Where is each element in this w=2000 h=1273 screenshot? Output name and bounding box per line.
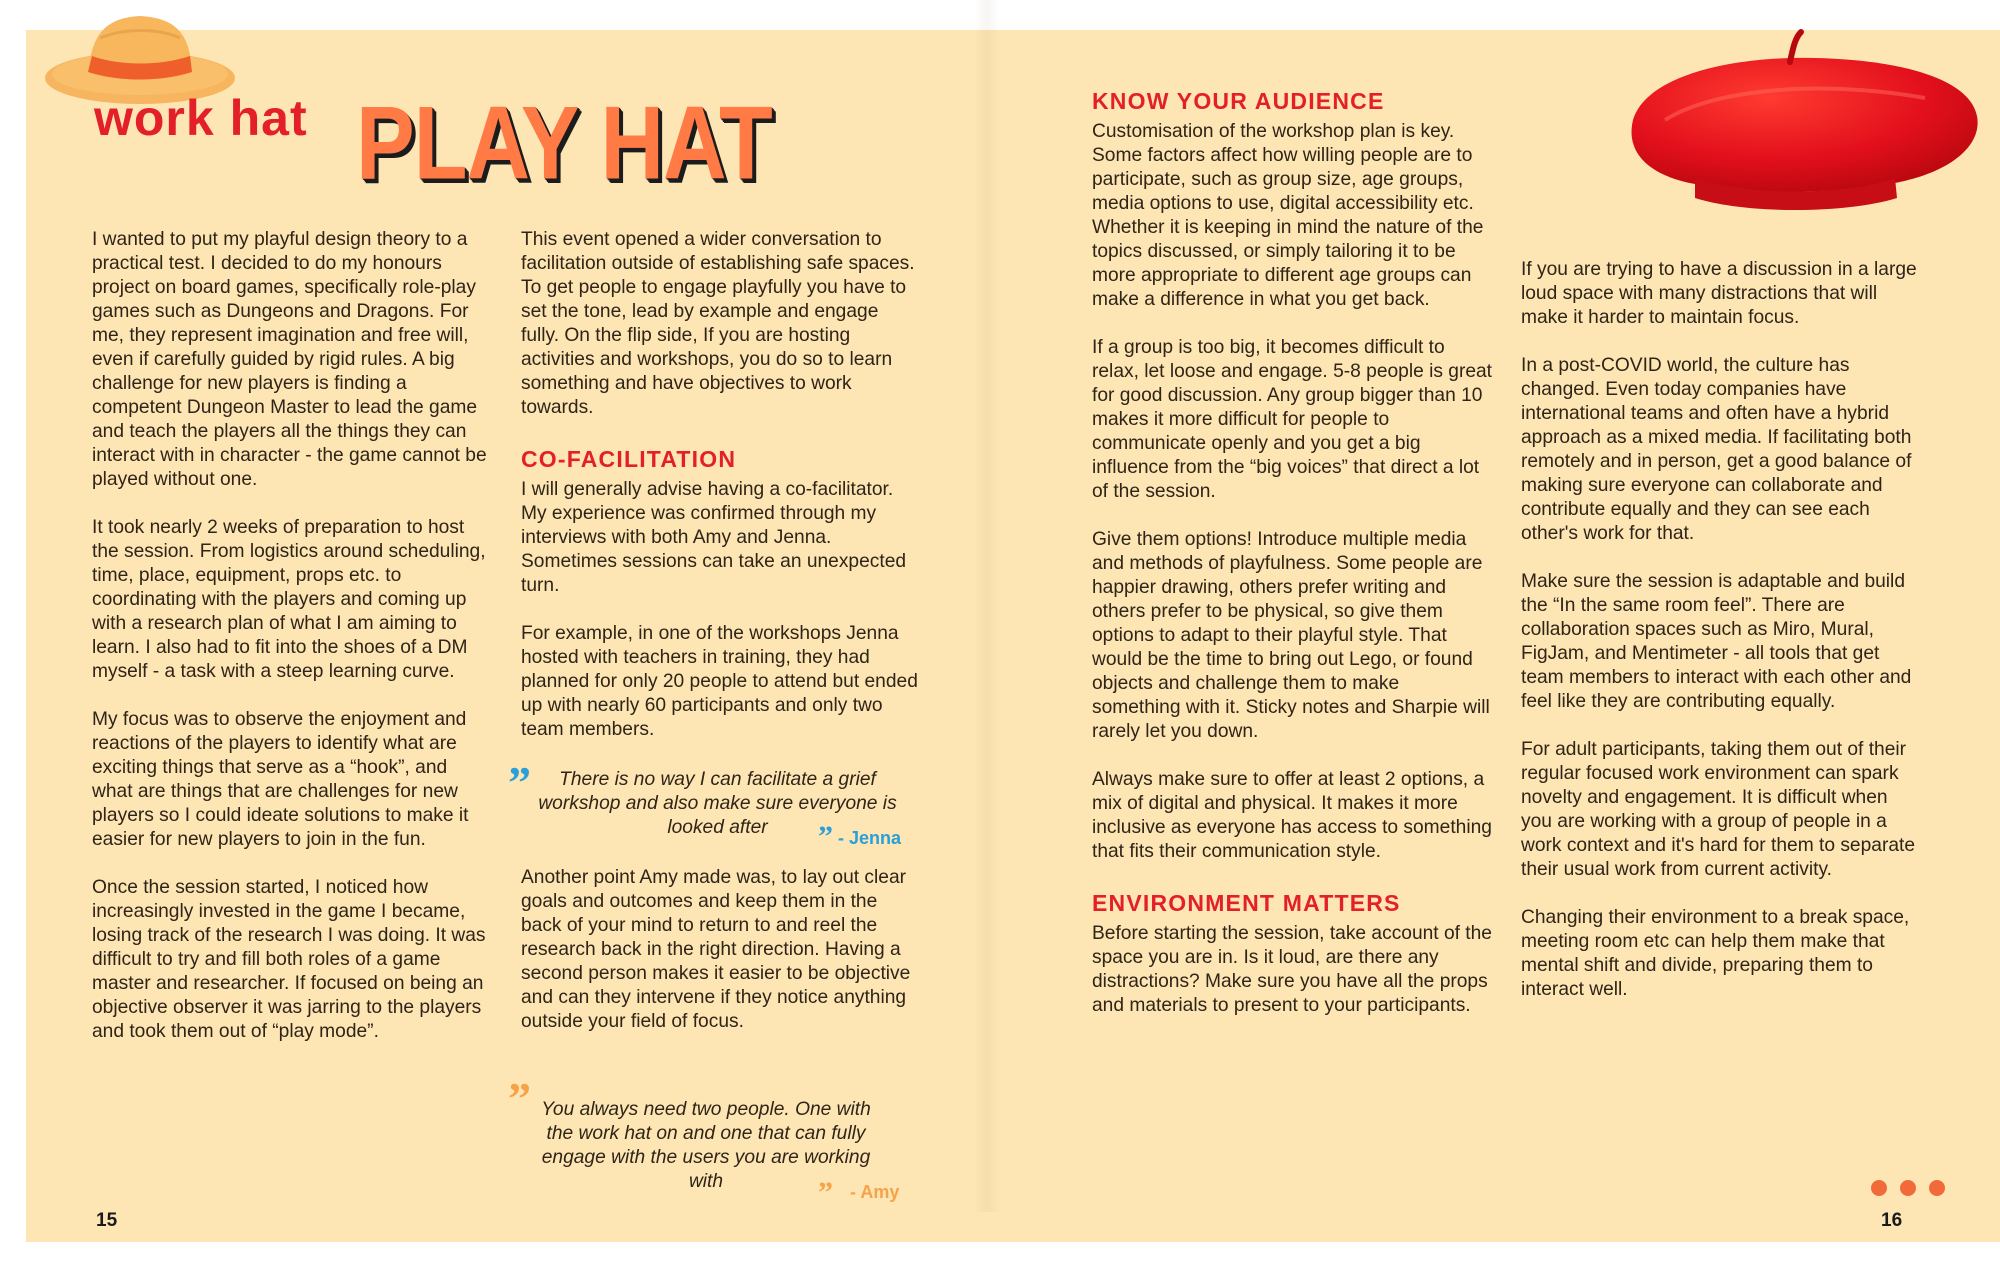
paragraph: This event opened a wider conversation to facilitation outside of establishing safe spaces. To get people to engage playfully you have to set the tone, lead by example and engage fully. On the flip side, If you are hosting activities and workshops, you do so to learn something and have objectives to work towards.	[521, 229, 915, 418]
title-work-hat: work hat	[94, 90, 308, 146]
dot	[1871, 1180, 1887, 1196]
dots-icon	[1871, 1180, 1958, 1201]
paragraph: For example, in one of the workshops Jenna hosted with teachers in training, they had planned for only 20 people to attend but ended up with nearly 60 participants and only two team members.	[521, 623, 918, 740]
paragraph: Another point Amy made was, to lay out clear goals and outcomes and keep them in the back of your mind to return to and reel the research back in the right direction. Having a second person makes it easier to be objective and can they intervene if they notice anything outside your field of focus.	[521, 867, 911, 1032]
dot	[1900, 1180, 1916, 1196]
paragraph: Always make sure to offer at least 2 options, a mix of digital and physical. It makes it more inclusive as everyone has access to something that fits their communication style.	[1092, 769, 1492, 862]
page-gutter	[974, 0, 1000, 1212]
paragraph: Make sure the session is adaptable and build the “In the same room feel”. There are collaboration spaces such as Miro, Mural, FigJam, and Mentimeter - all tools that get team members to interact with each other and feel like they are contributing equally.	[1521, 571, 1912, 712]
paragraph: Customisation of the workshop plan is key. Some factors affect how willing people are to participate, such as group size, age groups, media options to use, digital accessibility etc. Whether it is keeping in mind the nature of the topics discussed, or simply tailoring it to be more appropriate to different age groups can make a difference in what you get back.	[1092, 121, 1484, 310]
right-column-1	[1092, 86, 1492, 1018]
dot	[1929, 1180, 1945, 1196]
paragraph: If a group is too big, it becomes difficult to relax, let loose and engage. 5-8 people is great for good discussion. Any group bigger than 10 makes it more difficult for people to communicate openly and you get a big influence from the “big voices” that direct a lot of the session.	[1092, 337, 1493, 502]
title-play-hat: PLAY HAT	[356, 83, 772, 201]
quote-author-amy: - Amy	[850, 1182, 900, 1202]
quote-mark-icon: ”	[818, 1176, 833, 1209]
paragraph: For adult participants, taking them out of their regular focused work environment can spark novelty and engagement. It is difficult when you are working with a group of people in a work context and it's hard for them to separate their usual work from current activity.	[1521, 739, 1916, 880]
left-column-1	[92, 228, 492, 1044]
paragraph: Changing their environment to a break space, meeting room etc can help them make that mental shift and divide, preparing them to interact well.	[1521, 907, 1910, 1000]
paragraph: If you are trying to have a discussion in a large loud space with many distractions that will make it harder to maintain focus.	[1521, 259, 1917, 328]
paragraph: In a post-COVID world, the culture has changed. Even today companies have international teams and often have a hybrid approach as a mixed media. If facilitating both remotely and in person, get a good balance of making sure everyone can collaborate and contribute equally and they can see each other's work for that.	[1521, 355, 1912, 544]
paragraph: It took nearly 2 weeks of preparation to host the session. From logistics around scheduling, time, place, equipment, props etc. to coordinating with the players and coming up with a research plan of what I am aiming to learn. I also had to fit into the shoes of a DM myself - a task with a steep learning curve.	[92, 517, 486, 682]
paragraph: My focus was to observe the enjoyment and reactions of the players to identify what are exciting things that serve as a “hook”, and what are things that are challenges for new players so I could ideate solutions to make it easier for new players to join in the fun.	[92, 709, 469, 850]
page-number-left: 15	[96, 1210, 118, 1231]
quote-mark-icon: ”	[508, 1073, 531, 1124]
right-column-2	[1521, 258, 1921, 1002]
quote-amy: You always need two people. One with the work hat on and one that can fully engage with the users you are working with	[541, 1099, 871, 1192]
left-column-2-continued	[521, 866, 921, 1034]
quote-mark-icon: ”	[818, 820, 833, 853]
paragraph: I will generally advise having a co-facilitator. My experience was confirmed through my interviews with both Amy and Jenna. Sometimes sessions can take an unexpected turn.	[521, 479, 907, 596]
paragraph: Give them options! Introduce multiple media and methods of playfulness. Some people are happier drawing, others prefer writing and others prefer to be physical, so give them options to adapt to their playful style. That would be the time to bring out Lego, or found objects and challenge them to make something with it. Sticky notes and Sharpie will rarely let you down.	[1092, 529, 1490, 742]
section-heading-environment-matters: ENVIRONMENT MATTERS	[1092, 890, 1401, 916]
beret-icon	[1625, 28, 1985, 218]
paragraph: I wanted to put my playful design theory to a practical test. I decided to do my honours project on board games, specifically role-play games such as Dungeons and Dragons. For me, they represent imagination and free will, even if carefully guided by rigid rules. A big challenge for new players is finding a competent Dungeon Master to lead the game and teach the players all the things they can interact with in character - the game cannot be played without one.	[92, 229, 487, 490]
page-number-right: 16	[1881, 1210, 1903, 1231]
paragraph: Before starting the session, take account of the space you are in. Is it loud, are there any distractions? Make sure you have all the props and materials to present to your participants.	[1092, 923, 1492, 1016]
section-heading-know-your-audience: KNOW YOUR AUDIENCE	[1092, 88, 1385, 114]
quote-jenna: There is no way I can facilitate a grief workshop and also make sure everyone is looked after	[538, 769, 897, 838]
quote-mark-icon: ”	[508, 757, 531, 808]
section-heading-cofacilitation: CO-FACILITATION	[521, 446, 737, 472]
quote-author-jenna: - Jenna	[838, 828, 902, 848]
paragraph: Once the session started, I noticed how increasingly invested in the game I became, losing track of the research I was doing. It was difficult to try and fill both roles of a game master and researcher. If focused on being an objective observer it was jarring to the players and took them out of “play mode”.	[92, 877, 486, 1042]
left-column-2	[521, 228, 921, 742]
